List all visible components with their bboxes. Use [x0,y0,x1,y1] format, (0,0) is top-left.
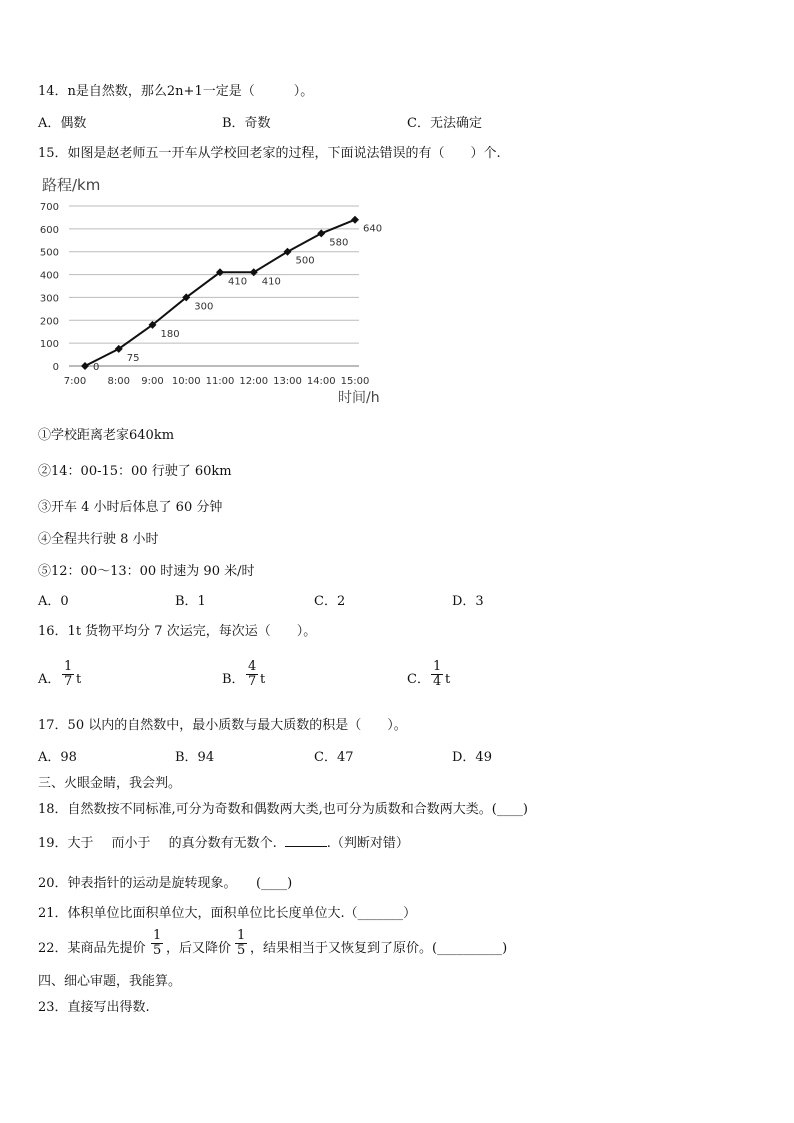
chart-data-label: 75 [126,352,140,364]
q16-option-b-unit: t [260,672,266,687]
section-3-heading: 三、火眼金睛，我会判。 [38,776,182,791]
q19-text [38,835,409,853]
q18-text: 18．自然数按不同标准,可分为奇数和偶数两大类,也可分为质数和合数两大类。(____) [38,802,528,817]
chart-y-axis-label: 路程/km [42,176,101,194]
chart-y-tick-label: 700 [39,202,59,213]
fraction-numerator: 1 [153,928,162,943]
q19-part-d: .（判断对错） [326,836,409,851]
chart-data-point [351,216,359,224]
q14-stem: 14．n是自然数，那么2n+1一定是（ ）。 [38,84,314,99]
q16-option-c-fraction [431,660,443,689]
chart-data-label: 410 [261,276,281,288]
q22-part-a: 22．某商品先提价 [38,941,146,956]
chart-series-line [85,220,355,366]
chart-data-label: 580 [329,237,349,249]
q16-stem: 16．1t 货物平均分 7 次运完，每次运（ ）。 [38,624,317,639]
q22-part-c: ，结果相当于又恢复到了原价。(__________) [250,941,508,956]
q16-option-c-unit: t [445,672,451,687]
chart-x-tick-label: 13:00 [273,376,302,387]
chart-y-tick-label: 600 [39,224,59,236]
q17-option-d[interactable]: D．49 [452,750,492,765]
chart-data-label: 410 [228,276,248,288]
q15-statement-4: ④全程共行驶 8 小时 [38,532,159,547]
chart-y-tick-label: 300 [39,293,59,305]
chart-x-tick-label: 14:00 [306,376,336,387]
q14-option-a[interactable]: A．偶数 [38,116,87,131]
chart-x-tick-label: 9:00 [141,376,164,387]
q15-option-c[interactable]: C．2 [314,594,346,609]
chart-x-axis-label: 时间/h [338,390,380,406]
q16-option-a-letter[interactable]: A． [38,672,61,687]
chart-x-tick-label: 7:00 [63,376,87,387]
q15-option-b[interactable]: B．1 [175,594,206,609]
fraction-numerator: 1 [433,659,442,674]
fraction-denominator: 4 [433,674,442,689]
q22-fraction-2 [235,929,247,958]
chart-y-tick-label: 100 [39,339,59,351]
chart-x-tick-label: 12:00 [239,376,269,387]
q17-option-a[interactable]: A．98 [38,750,77,765]
q16-option-c-letter[interactable]: C． [407,672,430,687]
q15-option-d[interactable]: D．3 [452,594,484,609]
q15-statement-1: ①学校距离老家640km [38,428,175,443]
q19-part-c: 的真分数有无数个. [168,836,277,851]
q16-option-a-fraction [62,660,74,689]
q15-statement-5: ⑤12：00～13：00 时速为 90 米/时 [38,564,255,579]
q15-statement-3: ③开车 4 小时后体息了 60 分钟 [38,500,223,515]
chart-x-tick-label: 11:00 [205,376,235,387]
q23-text: 23．直接写出得数. [38,1000,150,1015]
q22-part-b: ，后又降价 [166,941,232,956]
chart-y-tick-label: 500 [39,247,59,259]
chart-x-tick-label: 10:00 [171,376,201,387]
section-4-heading: 四、细心审题，我能算。 [38,974,182,989]
q22-fraction-1 [151,929,163,958]
chart-data-point [317,229,325,237]
chart-y-tick-label: 400 [39,270,59,282]
q14-option-b[interactable]: B．奇数 [222,116,271,131]
q21-text: 21．体积单位比面积单位大，面积单位比长度单位大.（_______） [38,906,417,921]
q17-option-b[interactable]: B．94 [175,750,215,765]
q19-part-b: 而小于 [111,836,151,851]
fraction-numerator: 1 [237,928,246,943]
chart-data-point [81,362,89,370]
fraction-numerator: 4 [248,659,257,674]
distance-time-chart [30,170,410,410]
fraction-denominator: 7 [64,674,73,689]
chart-y-tick-label: 0 [52,362,59,373]
chart-x-tick-label: 15:00 [340,376,370,387]
q15-stem: 15．如图是赵老师五一开车从学校回老家的过程，下面说法错误的有（ ）个. [38,146,501,161]
q14-option-c[interactable]: C．无法确定 [407,116,482,131]
q16-option-b-fraction [246,660,258,689]
chart-data-label: 180 [160,328,180,340]
q17-stem: 17．50 以内的自然数中，最小质数与最大质数的积是（ ）。 [38,718,407,733]
q17-option-c[interactable]: C．47 [314,750,354,765]
q19-part-a: 19．大于 [38,836,94,851]
fraction-denominator: 5 [237,943,246,958]
q16-option-b-letter[interactable]: B． [222,672,245,687]
chart-data-label: 300 [194,301,214,313]
fraction-numerator: 1 [64,659,73,674]
fraction-denominator: 5 [153,943,162,958]
chart-data-label: 640 [363,223,383,235]
q15-statement-2: ②14：00-15：00 行驶了 60km [38,464,232,479]
chart-x-tick-label: 8:00 [107,376,130,387]
q20-text: 20．钟表指针的运动是旋转现象。 (____) [38,876,293,891]
q15-option-a[interactable]: A．0 [38,594,69,609]
chart-y-tick-label: 200 [39,316,59,328]
chart-data-label: 500 [295,255,315,267]
chart-data-label: 0 [93,362,100,373]
q19-answer-blank[interactable] [285,846,327,847]
q16-option-a-unit: t [76,672,82,687]
fraction-denominator: 7 [248,674,257,689]
